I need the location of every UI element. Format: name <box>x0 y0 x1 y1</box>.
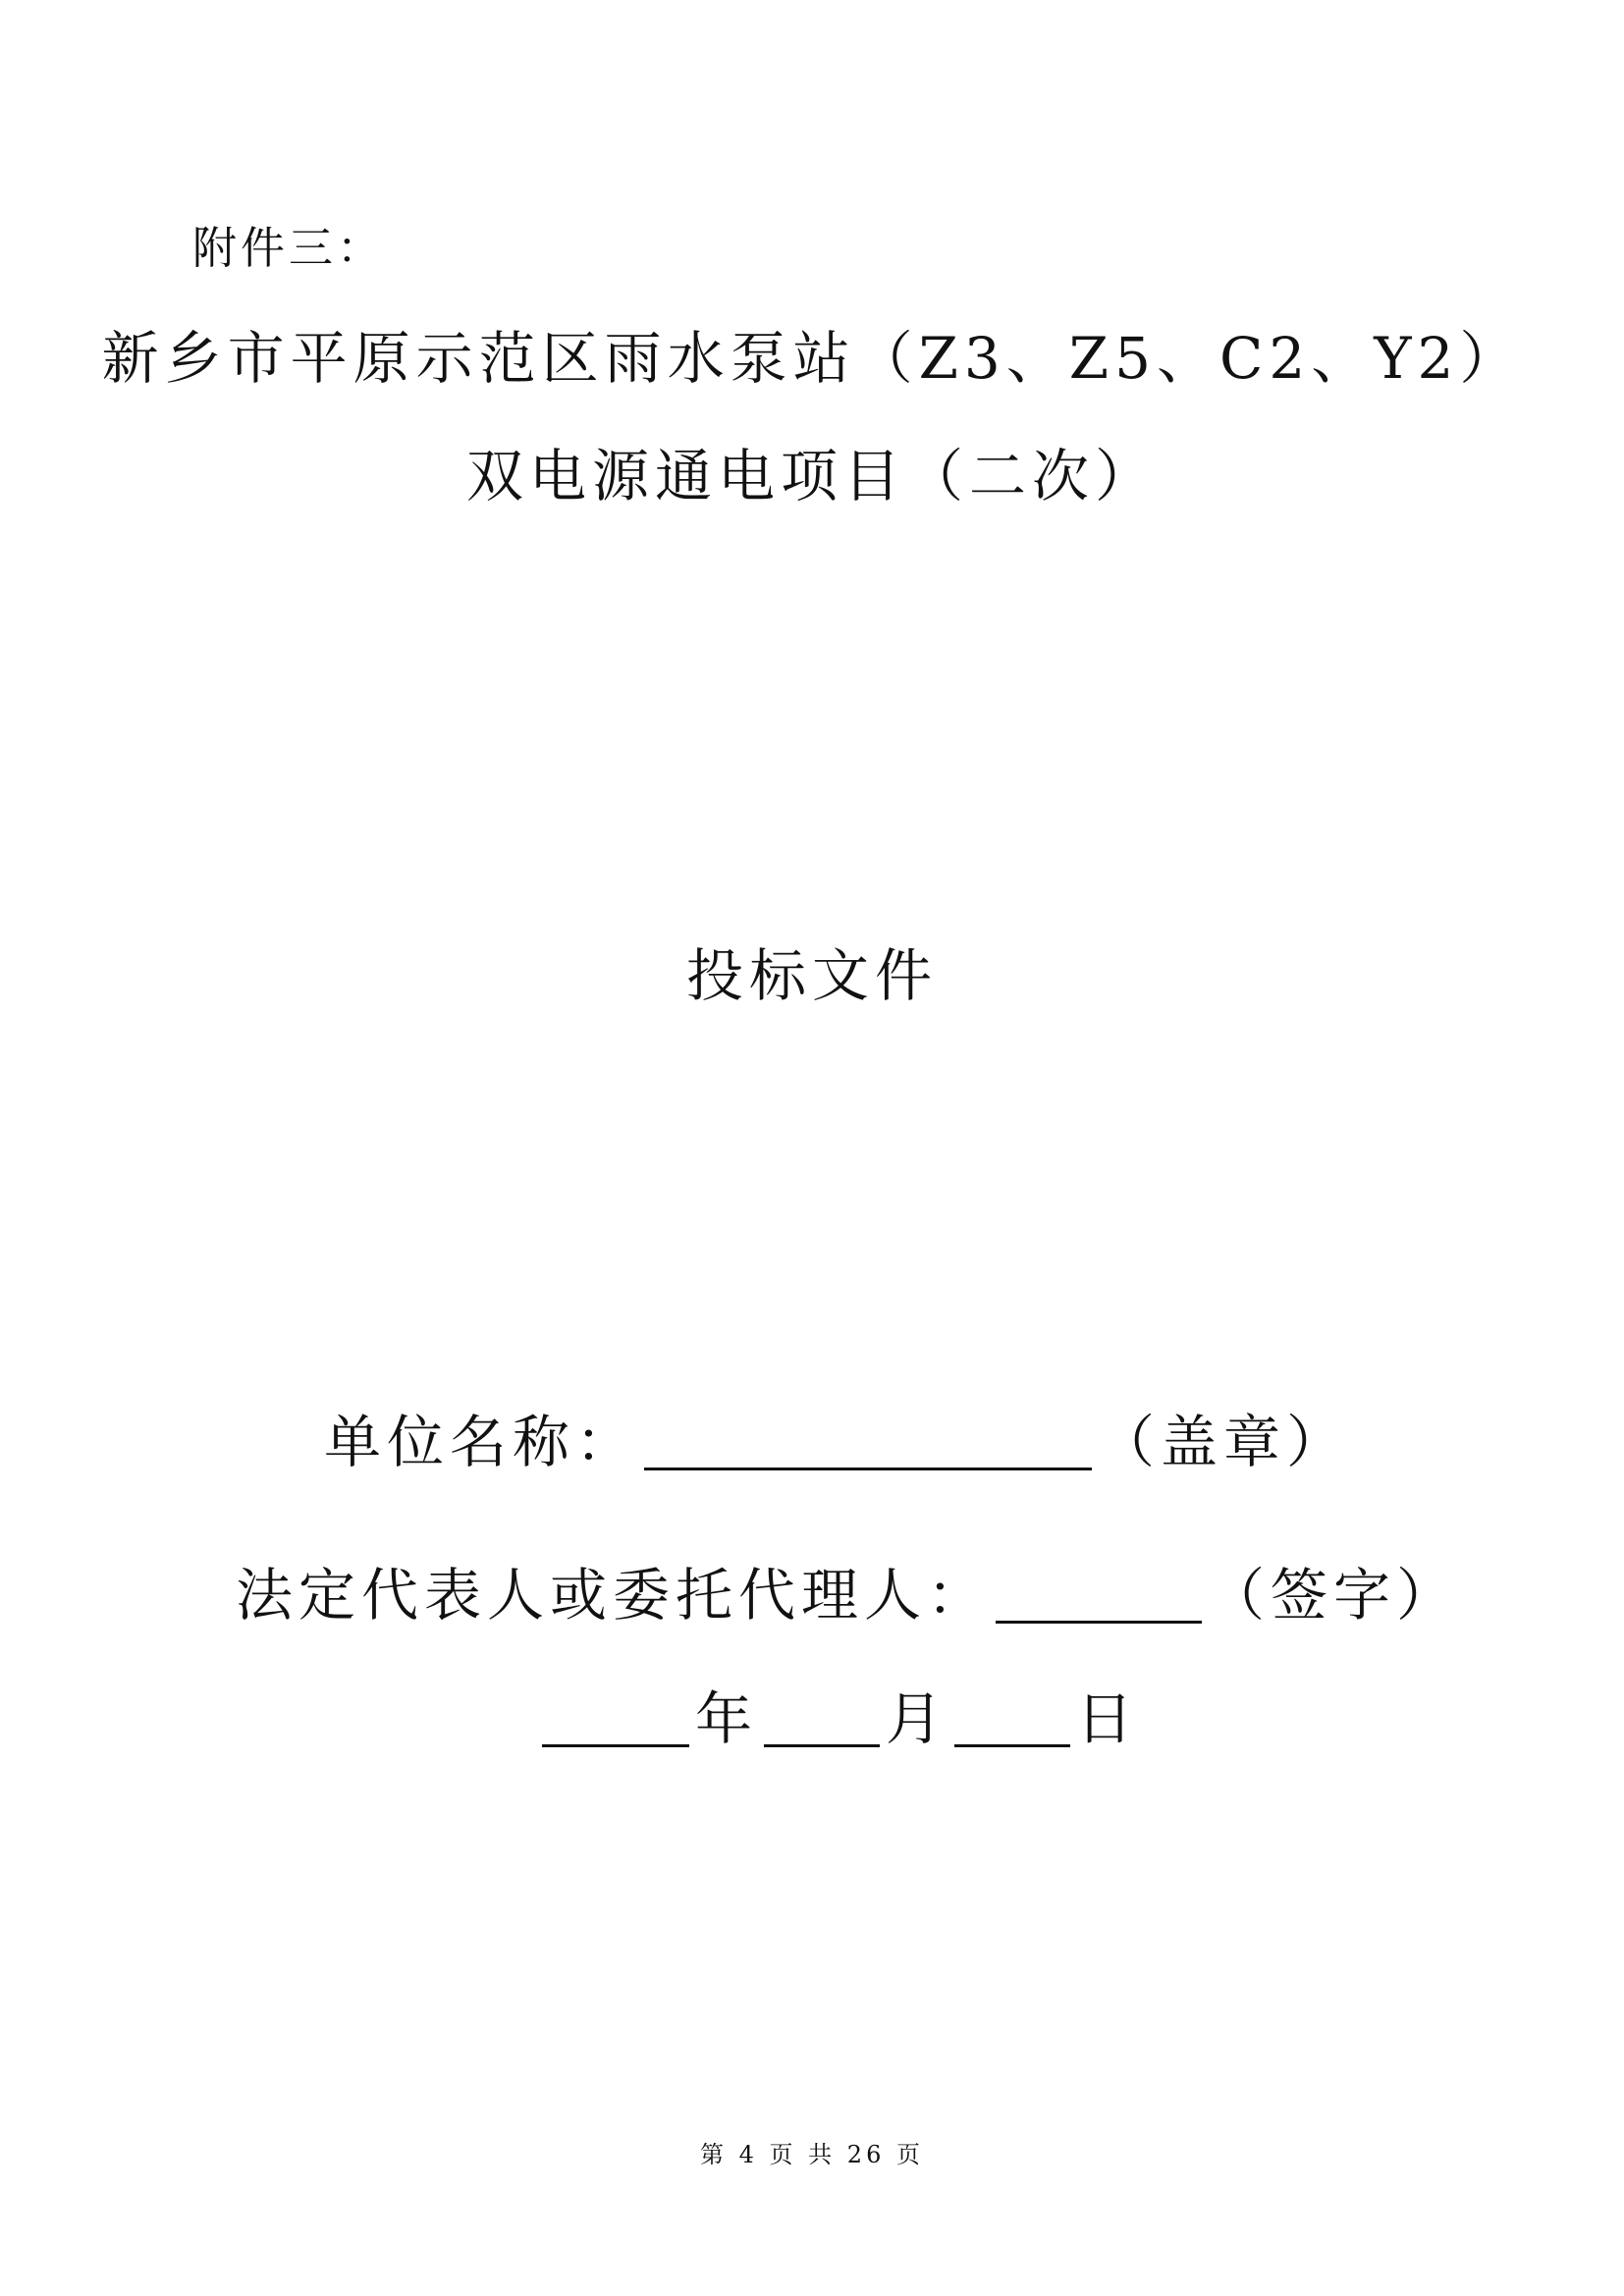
month-blank[interactable] <box>764 1693 880 1747</box>
day-blank[interactable] <box>954 1693 1070 1747</box>
unit-name-blank[interactable] <box>644 1416 1092 1470</box>
unit-name-label: 单位名称： <box>324 1409 639 1475</box>
representative-row <box>236 1562 1460 1629</box>
month-label: 月 <box>886 1685 949 1752</box>
document-type-heading: 投标文件 <box>685 942 938 1009</box>
page-number-footer: 第 4 页 共 26 页 <box>700 2141 924 2168</box>
date-row <box>536 1685 1140 1752</box>
seal-note: （盖章） <box>1098 1409 1350 1475</box>
project-title-line-2: 双电源通电项目（二次） <box>465 443 1158 509</box>
representative-blank[interactable] <box>996 1570 1202 1624</box>
project-title-line-1: 新乡市平原示范区雨水泵站（Z3、Z5、C2、Y2） <box>101 325 1523 392</box>
representative-label: 法定代表人或委托代理人： <box>236 1562 991 1629</box>
year-label: 年 <box>695 1685 759 1752</box>
signature-note: （签字） <box>1208 1562 1460 1629</box>
year-blank[interactable] <box>542 1693 689 1747</box>
unit-name-row <box>324 1409 1350 1475</box>
attachment-label: 附件三： <box>192 222 386 274</box>
day-label: 日 <box>1076 1685 1140 1752</box>
